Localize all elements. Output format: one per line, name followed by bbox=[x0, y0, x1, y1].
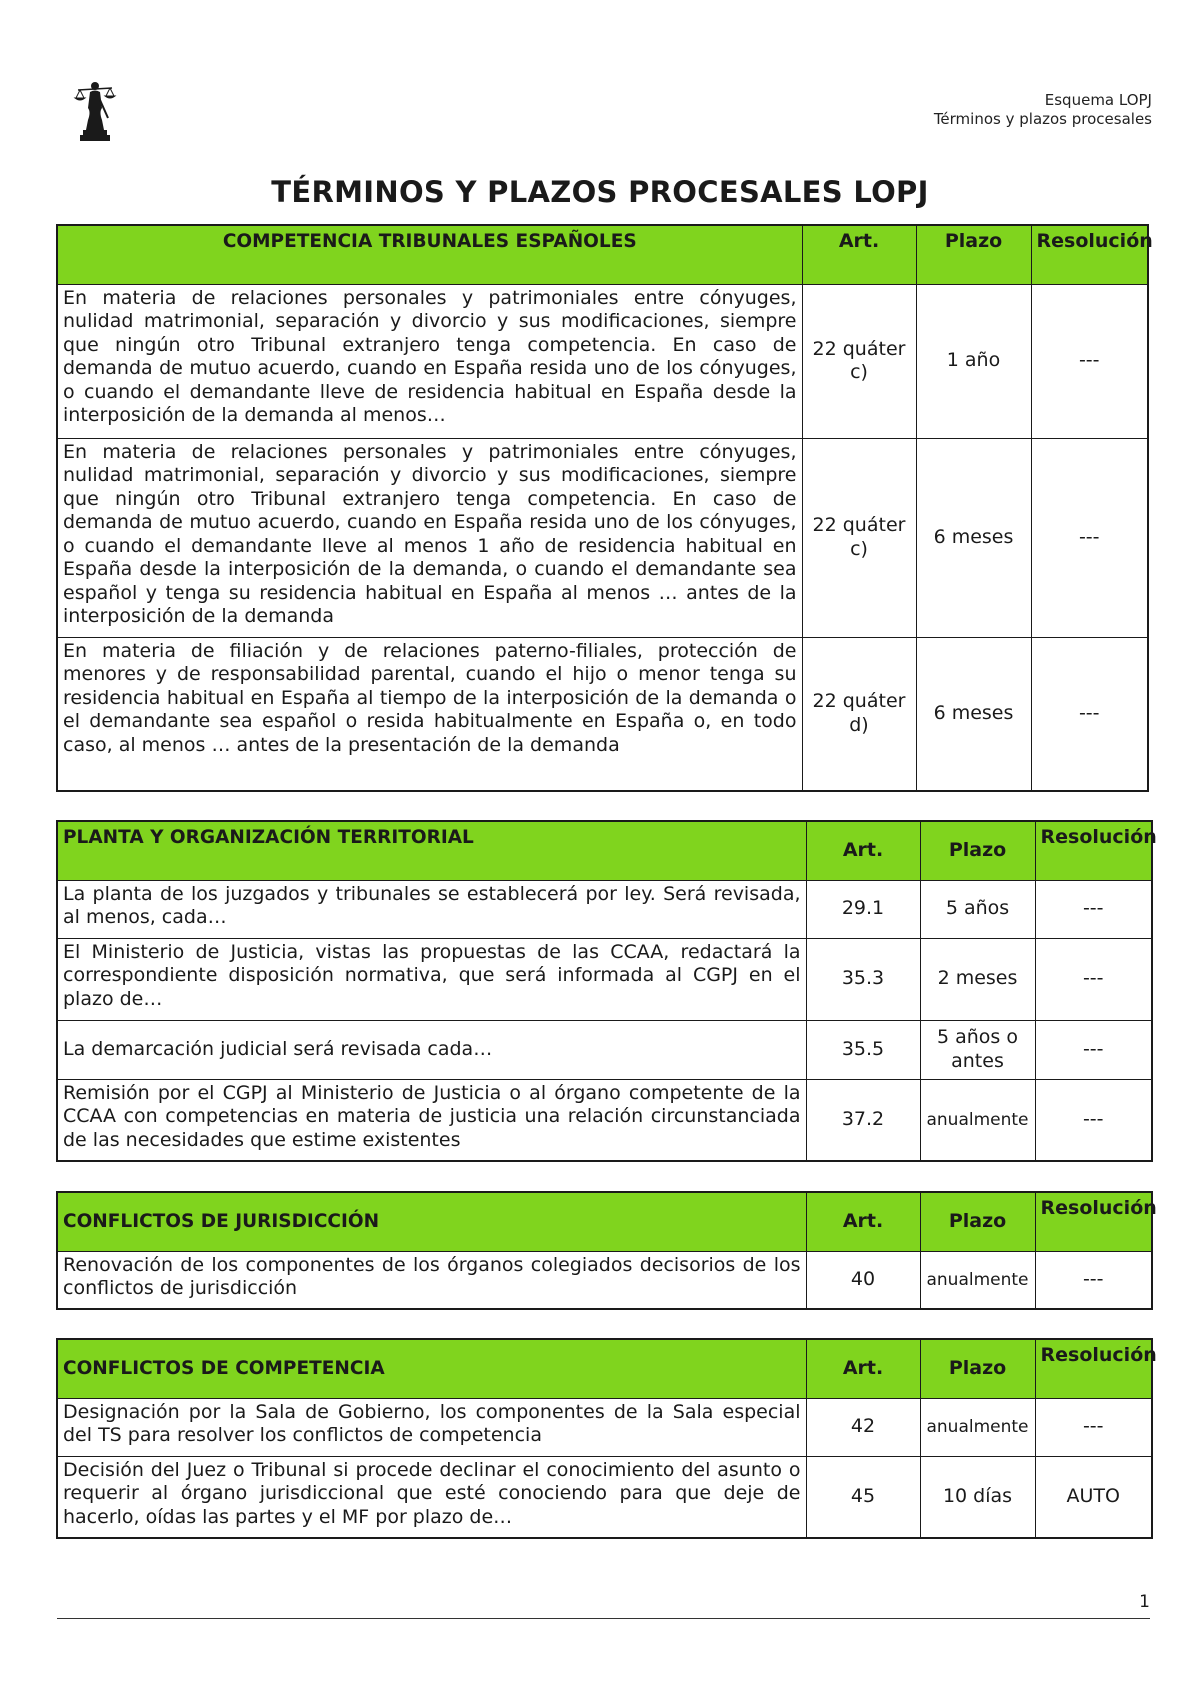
header-line-2: Términos y plazos procesales bbox=[933, 110, 1152, 128]
table-row bbox=[57, 438, 1148, 637]
row-resolucion: --- bbox=[1031, 284, 1148, 438]
row-plazo: anualmente bbox=[920, 1079, 1035, 1161]
row-resolucion: --- bbox=[1031, 637, 1148, 791]
col-plazo-header: Plazo bbox=[920, 1339, 1035, 1398]
row-plazo: 5 años bbox=[920, 880, 1035, 938]
section-heading: COMPETENCIA TRIBUNALES ESPAÑOLES bbox=[57, 225, 802, 284]
row-plazo: 5 años o antes bbox=[920, 1020, 1035, 1079]
row-description: Renovación de los componentes de los órganos colegiados decisorios de los conflictos de jurisdicción bbox=[57, 1251, 806, 1309]
col-art-header: Art. bbox=[806, 1339, 920, 1398]
table-row bbox=[57, 1456, 1152, 1538]
row-description: La planta de los juzgados y tribunales se establecerá por ley. Será revisada, al menos, cada… bbox=[57, 880, 806, 938]
table-row bbox=[57, 637, 1148, 791]
table-row bbox=[57, 938, 1152, 1020]
row-plazo: 2 meses bbox=[920, 938, 1035, 1020]
justice-statue-logo bbox=[72, 78, 118, 142]
row-resolucion: --- bbox=[1035, 1079, 1152, 1161]
row-description: Designación por la Sala de Gobierno, los componentes de la Sala especial del TS para resolver los conflictos de competencia bbox=[57, 1398, 806, 1456]
col-art-header: Art. bbox=[802, 225, 916, 284]
col-resolucion-header: Resolución bbox=[1035, 1192, 1152, 1251]
row-description: Remisión por el CGPJ al Ministerio de Justicia o al órgano competente de la CCAA con competencias en materia de justicia una relación circunstanciada de las necesidades que estime existentes bbox=[57, 1079, 806, 1161]
row-plazo: 10 días bbox=[920, 1456, 1035, 1538]
col-plazo-header: Plazo bbox=[920, 821, 1035, 880]
row-art: 37.2 bbox=[806, 1079, 920, 1161]
col-resolucion-header: Resolución bbox=[1035, 821, 1152, 880]
row-resolucion: --- bbox=[1031, 438, 1148, 637]
table-header-row bbox=[57, 225, 1148, 284]
table-planta-organizacion bbox=[56, 820, 1157, 1162]
section-heading: PLANTA Y ORGANIZACIÓN TERRITORIAL bbox=[57, 821, 806, 880]
row-plazo: 1 año bbox=[916, 284, 1031, 438]
header-line-1: Esquema LOPJ bbox=[1044, 91, 1152, 109]
document-header bbox=[934, 91, 1152, 129]
col-resolucion-header: Resolución bbox=[1031, 225, 1148, 284]
row-resolucion: --- bbox=[1035, 880, 1152, 938]
row-art: 22 quáter c) bbox=[802, 284, 916, 438]
row-plazo: anualmente bbox=[920, 1398, 1035, 1456]
row-art: 22 quáter d) bbox=[802, 637, 916, 791]
row-art: 42 bbox=[806, 1398, 920, 1456]
row-resolucion: --- bbox=[1035, 938, 1152, 1020]
row-description: La demarcación judicial será revisada cada… bbox=[57, 1020, 806, 1079]
table-conflictos-competencia bbox=[56, 1338, 1157, 1539]
col-plazo-header: Plazo bbox=[916, 225, 1031, 284]
row-art: 45 bbox=[806, 1456, 920, 1538]
table-row bbox=[57, 880, 1152, 938]
table-row bbox=[57, 1398, 1152, 1456]
table-row bbox=[57, 1079, 1152, 1161]
section-heading: CONFLICTOS DE COMPETENCIA bbox=[57, 1339, 806, 1398]
row-resolucion: --- bbox=[1035, 1020, 1152, 1079]
row-description: En materia de relaciones personales y patrimoniales entre cónyuges, nulidad matrimonial, separación y divorcio y sus modificaciones, siempre que ningún otro Tribunal extranjero tenga competencia. En caso de demanda de mutuo acuerdo, cuando en España resida uno de los cónyuges, o cuando el demandante lleve al menos 1 año de residencia habitual en España desde la interposición de la demanda, o cuando el demandante sea español y tenga su residencia habitual en España al menos … antes de la interposición de la demanda bbox=[57, 438, 802, 637]
row-plazo: 6 meses bbox=[916, 438, 1031, 637]
row-art: 29.1 bbox=[806, 880, 920, 938]
table-row bbox=[57, 1251, 1152, 1309]
row-plazo: anualmente bbox=[920, 1251, 1035, 1309]
row-resolucion: --- bbox=[1035, 1398, 1152, 1456]
table-competencia-tribunales bbox=[56, 224, 1153, 792]
row-art: 35.3 bbox=[806, 938, 920, 1020]
row-art: 40 bbox=[806, 1251, 920, 1309]
table-row bbox=[57, 1020, 1152, 1079]
section-heading: CONFLICTOS DE JURISDICCIÓN bbox=[57, 1192, 806, 1251]
page-number: 1 bbox=[1139, 1592, 1150, 1612]
row-resolucion: --- bbox=[1035, 1251, 1152, 1309]
table-row bbox=[57, 284, 1148, 438]
table-header-row bbox=[57, 821, 1152, 880]
row-description: En materia de relaciones personales y patrimoniales entre cónyuges, nulidad matrimonial, separación y divorcio y sus modificaciones, siempre que ningún otro Tribunal extranjero tenga competencia. En caso de demanda de mutuo acuerdo, cuando en España resida uno de los cónyuges, o cuando el demandante lleve de residencia habitual en España desde la interposición de la demanda al menos… bbox=[57, 284, 802, 438]
row-description: Decisión del Juez o Tribunal si procede declinar el conocimiento del asunto o requerir al órgano jurisdiccional que esté conociendo para que deje de hacerlo, oídas las partes y el MF por plazo de… bbox=[57, 1456, 806, 1538]
table-header-row bbox=[57, 1192, 1152, 1251]
table-conflictos-jurisdiccion bbox=[56, 1191, 1157, 1310]
justice-statue-icon bbox=[72, 78, 118, 142]
row-description: En materia de filiación y de relaciones paterno-filiales, protección de menores y de responsabilidad parental, cuando el hijo o menor tenga su residencia habitual en España al tiempo de la interposición de la demanda o el demandante sea español o resida habitualmente en España o, en todo caso, al menos … antes de la presentación de la demanda bbox=[57, 637, 802, 791]
page-title: TÉRMINOS Y PLAZOS PROCESALES LOPJ bbox=[271, 175, 929, 209]
col-resolucion-header: Resolución bbox=[1035, 1339, 1152, 1398]
table-header-row bbox=[57, 1339, 1152, 1398]
row-art: 22 quáter c) bbox=[802, 438, 916, 637]
footer-divider bbox=[57, 1618, 1150, 1619]
row-resolucion: AUTO bbox=[1035, 1456, 1152, 1538]
row-description: El Ministerio de Justicia, vistas las propuestas de las CCAA, redactará la correspondiente disposición normativa, que será informada al CGPJ en el plazo de… bbox=[57, 938, 806, 1020]
row-plazo: 6 meses bbox=[916, 637, 1031, 791]
col-plazo-header: Plazo bbox=[920, 1192, 1035, 1251]
row-art: 35.5 bbox=[806, 1020, 920, 1079]
col-art-header: Art. bbox=[806, 821, 920, 880]
col-art-header: Art. bbox=[806, 1192, 920, 1251]
